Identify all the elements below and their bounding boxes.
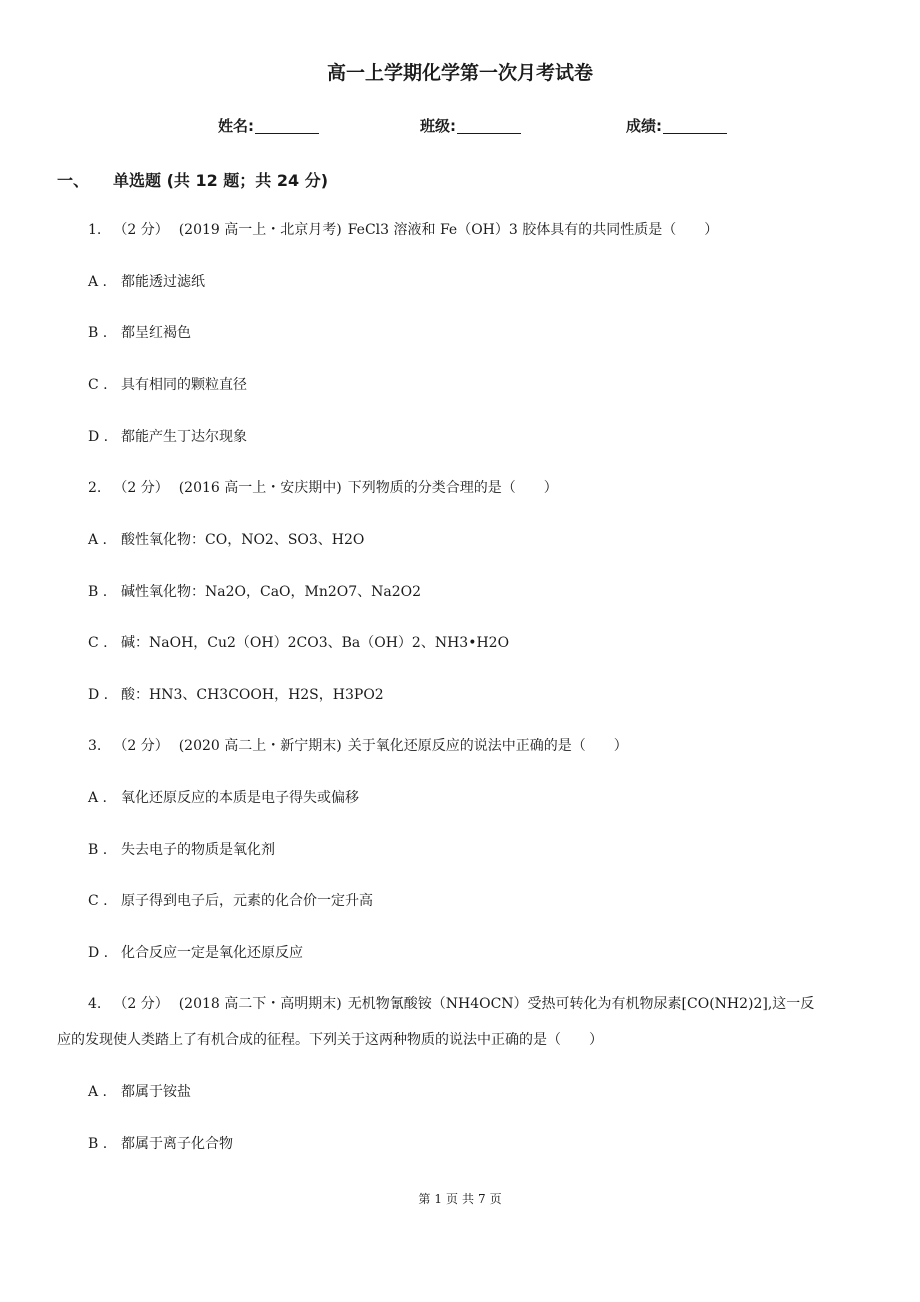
option-text: 都呈红褐色 <box>121 325 191 341</box>
option-text: 具有相同的颗粒直径 <box>121 377 247 393</box>
option-letter: A . <box>88 274 108 290</box>
question-score: （2 分） <box>113 738 169 754</box>
option-letter: B . <box>88 842 108 858</box>
section-text: 单选题 (共 12 题；共 24 分) <box>113 171 329 190</box>
option-1d[interactable] <box>88 427 247 447</box>
score-field <box>626 115 727 136</box>
option-letter: A . <box>88 532 108 548</box>
footer-page-number: 1 <box>434 1192 442 1206</box>
footer-total-word: 页 <box>489 1192 502 1206</box>
option-1a[interactable] <box>88 272 205 292</box>
option-text: 失去电子的物质是氧化剂 <box>121 842 275 858</box>
option-letter: B . <box>88 325 108 341</box>
question-2 <box>88 478 558 498</box>
name-field <box>218 115 319 136</box>
score-label: 成绩: <box>626 117 662 135</box>
question-source: (2018 高二下・高明期末) <box>178 996 342 1012</box>
option-text: 都能产生丁达尔现象 <box>121 429 247 445</box>
option-3d[interactable] <box>88 943 303 963</box>
question-1 <box>88 220 718 240</box>
option-4a[interactable] <box>88 1082 191 1102</box>
option-letter: A . <box>88 1084 108 1100</box>
option-2b[interactable] <box>88 582 421 602</box>
option-1c[interactable] <box>88 375 247 395</box>
question-text: 下列物质的分类合理的是（ ） <box>347 480 558 496</box>
option-4b[interactable] <box>88 1134 233 1154</box>
question-number: 2. <box>88 480 102 496</box>
option-letter: C . <box>88 893 108 909</box>
question-number: 4. <box>88 996 102 1012</box>
class-field <box>420 115 521 136</box>
question-number: 1. <box>88 222 102 238</box>
footer-total-pages: 7 <box>478 1192 486 1206</box>
page-title: 高一上学期化学第一次月考试卷 <box>326 62 593 84</box>
name-blank[interactable] <box>255 117 319 134</box>
question-score: （2 分） <box>113 480 169 496</box>
footer-total-prefix: 共 <box>462 1192 475 1206</box>
question-text: FeCl3 溶液和 Fe（OH）3 胶体具有的共同性质是（ ） <box>347 222 719 238</box>
option-text: 碱：NaOH，Cu2（OH）2CO3、Ba（OH）2、NH3•H2O <box>121 635 510 651</box>
option-2d[interactable] <box>88 685 384 705</box>
footer-prefix: 第 <box>418 1192 431 1206</box>
option-3a[interactable] <box>88 788 359 808</box>
question-score: （2 分） <box>113 222 169 238</box>
question-text: 无机物氰酸铵（NH4OCN）受热可转化为有机物尿素[CO(NH2)2],这一反 <box>347 996 815 1012</box>
option-text: 都属于离子化合物 <box>121 1136 233 1152</box>
question-4 <box>88 994 814 1014</box>
option-letter: D . <box>88 945 109 961</box>
footer-page-word: 页 <box>445 1192 458 1206</box>
question-number: 3. <box>88 738 102 754</box>
question-source: (2016 高一上・安庆期中) <box>178 480 342 496</box>
option-3c[interactable] <box>88 891 373 911</box>
section-number: 一、 <box>57 171 90 190</box>
option-text: 碱性氧化物：Na2O，CaO，Mn2O7、Na2O2 <box>121 584 422 600</box>
question-3 <box>88 736 628 756</box>
option-text: 原子得到电子后，元素的化合价一定升高 <box>121 893 373 909</box>
option-2a[interactable] <box>88 530 364 550</box>
option-text: 都属于铵盐 <box>121 1084 191 1100</box>
option-letter: A . <box>88 790 108 806</box>
class-blank[interactable] <box>457 117 521 134</box>
section-heading <box>57 168 328 191</box>
question-text: 关于氧化还原反应的说法中正确的是（ ） <box>347 738 628 754</box>
question-4-continued: 应的发现使人类踏上了有机合成的征程。下列关于这两种物质的说法中正确的是（ ） <box>57 1032 603 1048</box>
question-source: (2020 高二上・新宁期末) <box>178 738 342 754</box>
option-letter: B . <box>88 1136 108 1152</box>
option-letter: B . <box>88 584 108 600</box>
option-letter: D . <box>88 687 109 703</box>
name-label: 姓名: <box>218 117 254 135</box>
option-2c[interactable] <box>88 633 509 653</box>
score-blank[interactable] <box>663 117 727 134</box>
option-text: 酸：HN3、CH3COOH，H2S，H3PO2 <box>121 687 384 703</box>
option-text: 氧化还原反应的本质是电子得失或偏移 <box>121 790 359 806</box>
option-text: 酸性氧化物：CO，NO2、SO3、H2O <box>121 532 365 548</box>
question-score: （2 分） <box>113 996 169 1012</box>
option-letter: C . <box>88 377 108 393</box>
page-footer <box>0 1190 920 1207</box>
option-letter: C . <box>88 635 108 651</box>
option-text: 都能透过滤纸 <box>121 274 205 290</box>
option-3b[interactable] <box>88 840 275 860</box>
option-letter: D . <box>88 429 109 445</box>
option-text: 化合反应一定是氧化还原反应 <box>121 945 303 961</box>
question-source: (2019 高一上・北京月考) <box>178 222 342 238</box>
class-label: 班级: <box>420 117 456 135</box>
option-1b[interactable] <box>88 323 191 343</box>
